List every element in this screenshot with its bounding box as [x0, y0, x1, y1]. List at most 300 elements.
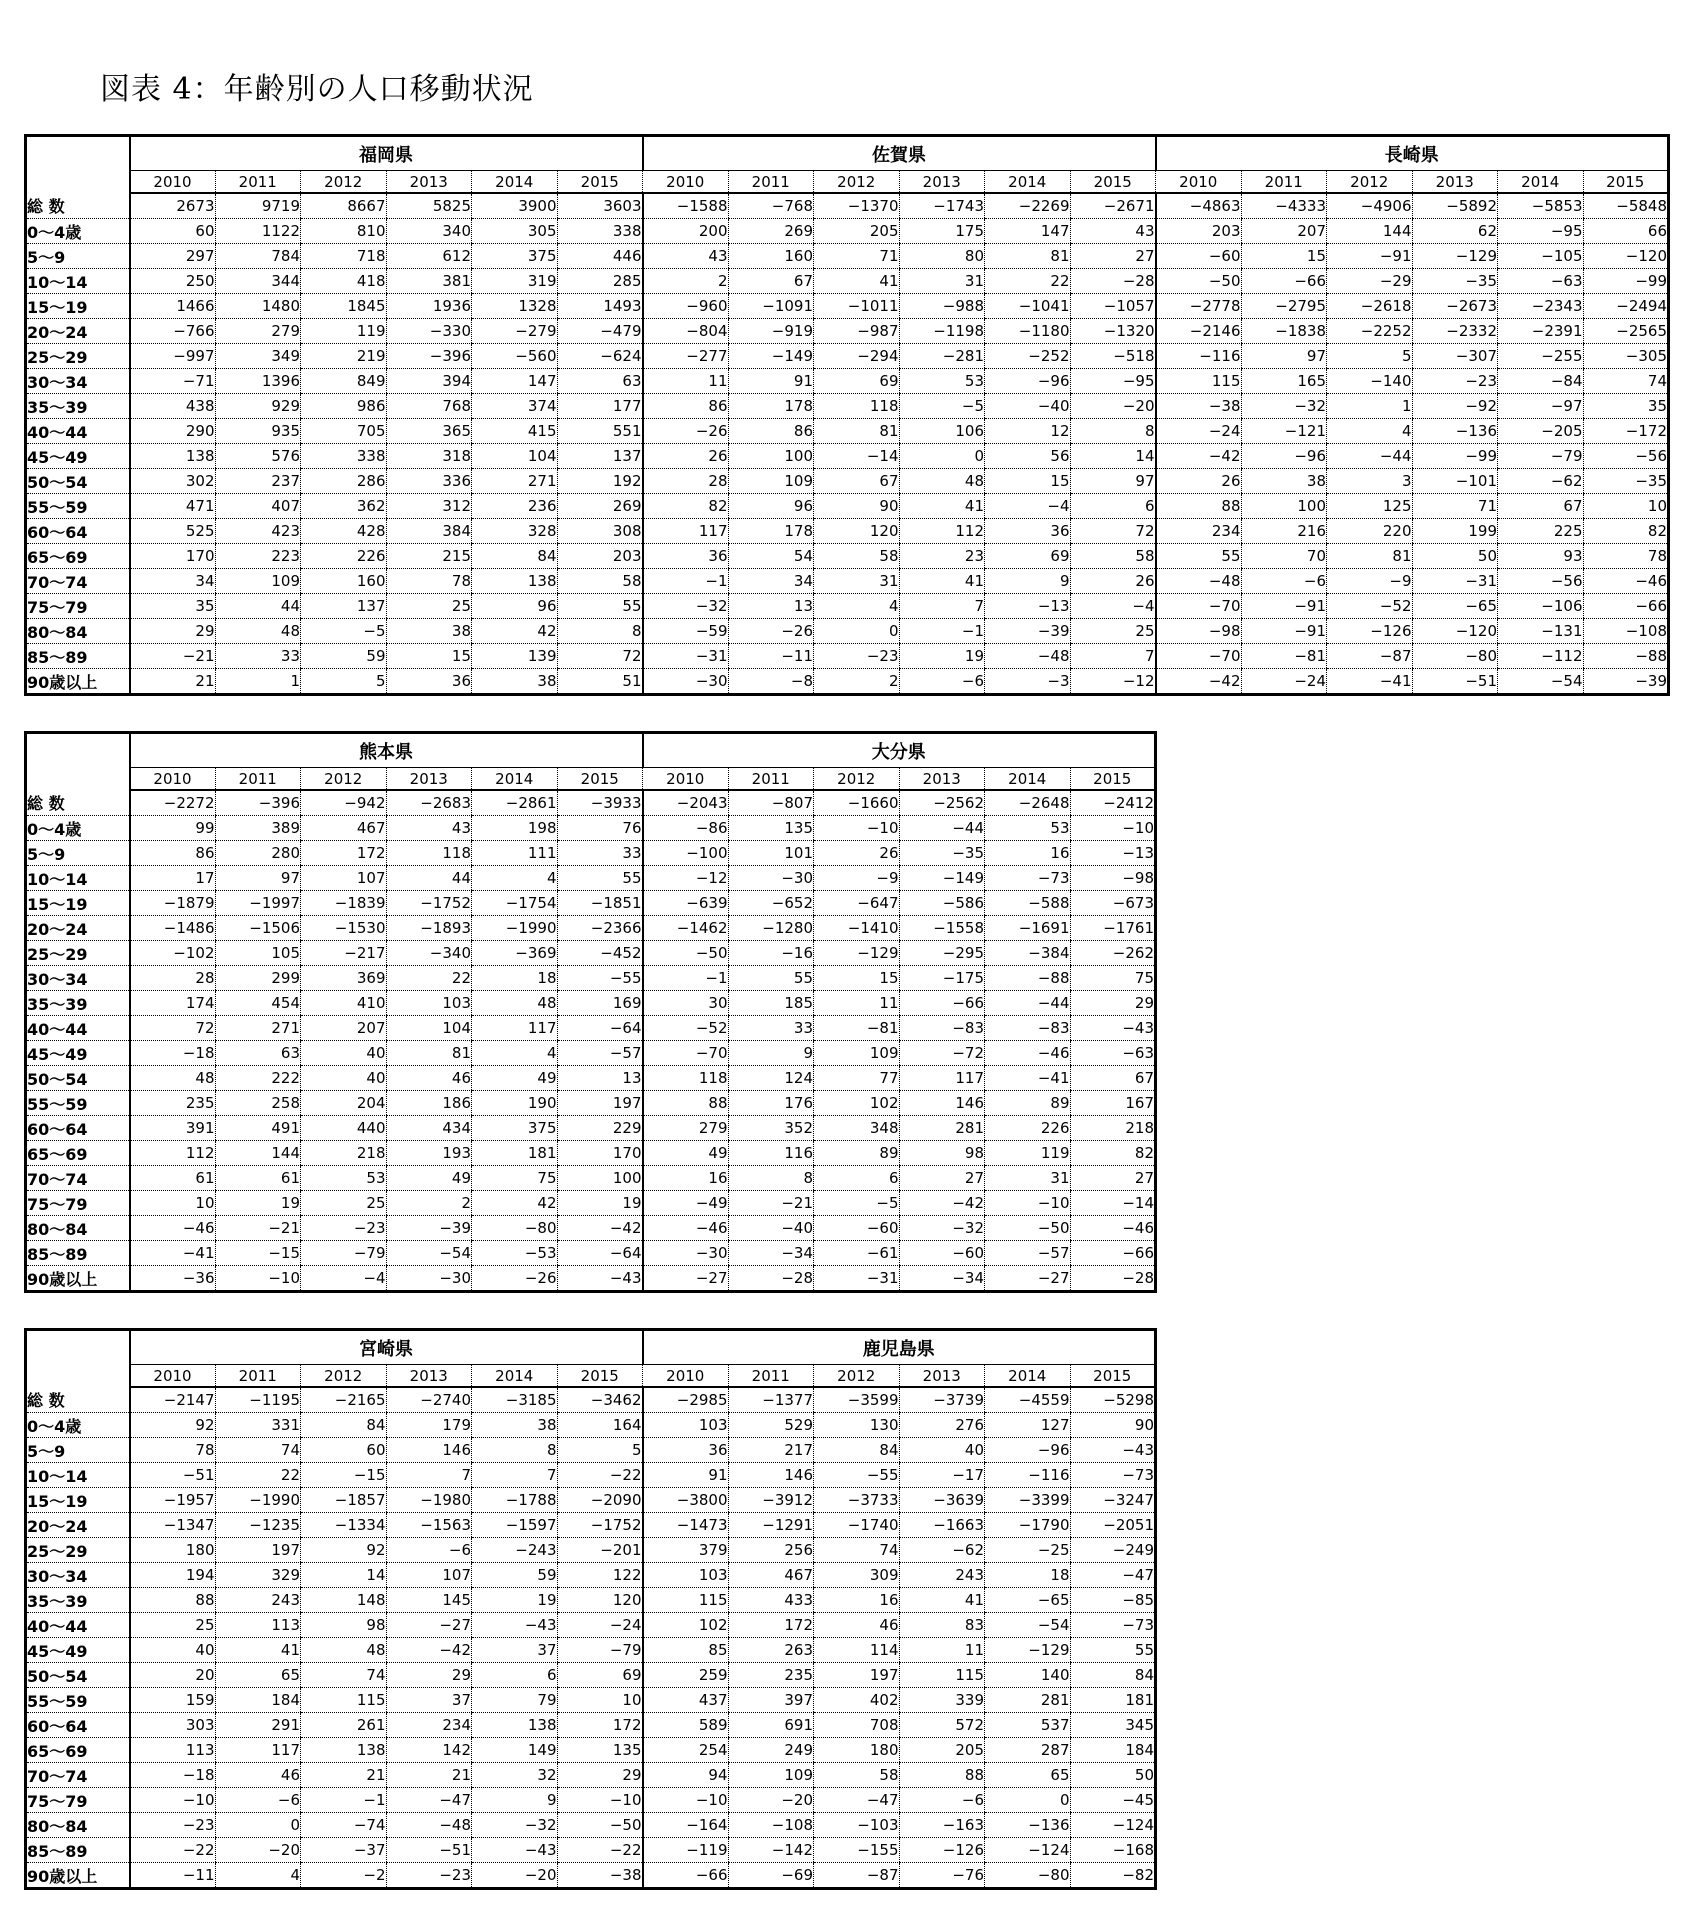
table-row	[26, 1538, 1156, 1563]
value-cell: 190	[472, 1091, 558, 1116]
value-cell: 345	[1070, 1713, 1156, 1738]
value-cell: 215	[386, 544, 472, 569]
value-cell: 1466	[130, 294, 216, 319]
value-cell: 43	[386, 816, 472, 841]
value-cell: 308	[557, 519, 643, 544]
value-cell: −106	[1498, 594, 1584, 619]
value-cell: 172	[301, 841, 387, 866]
value-cell: 276	[899, 1413, 985, 1438]
prefecture-header-row	[26, 136, 1669, 171]
value-cell: 4	[1327, 419, 1413, 444]
value-cell: −31	[814, 1266, 900, 1292]
value-cell: 691	[728, 1713, 814, 1738]
value-cell: 205	[899, 1738, 985, 1763]
table-row	[26, 1066, 1156, 1091]
value-cell: 34	[130, 569, 216, 594]
value-cell: 88	[643, 1091, 729, 1116]
value-cell: −25	[985, 1538, 1071, 1563]
value-cell: −1588	[643, 193, 729, 219]
value-cell: 216	[1241, 519, 1327, 544]
value-cell: −2366	[557, 916, 643, 941]
value-cell: −88	[1583, 644, 1669, 669]
value-cell: −32	[472, 1813, 558, 1838]
value-cell: 48	[472, 991, 558, 1016]
value-cell: −588	[985, 891, 1071, 916]
value-cell: −1857	[301, 1488, 387, 1513]
value-cell: −6	[899, 1788, 985, 1813]
age-group-label: 30～34	[26, 1563, 130, 1588]
value-cell: −1410	[814, 916, 900, 941]
value-cell: −42	[1156, 669, 1242, 695]
value-cell: 164	[557, 1413, 643, 1438]
value-cell: −330	[386, 319, 472, 344]
value-cell: 375	[472, 244, 558, 269]
value-cell: 100	[557, 1166, 643, 1191]
value-cell: 49	[643, 1141, 729, 1166]
value-cell: −96	[985, 1438, 1071, 1463]
value-cell: 338	[557, 219, 643, 244]
value-cell: −79	[301, 1241, 387, 1266]
value-cell: 225	[1498, 519, 1584, 544]
value-cell: 365	[386, 419, 472, 444]
value-cell: −15	[215, 1241, 301, 1266]
value-cell: −2343	[1498, 294, 1584, 319]
value-cell: −262	[1070, 941, 1156, 966]
value-cell: 58	[1070, 544, 1156, 569]
value-cell: −44	[899, 816, 985, 841]
value-cell: −281	[899, 344, 985, 369]
value-cell: −46	[985, 1041, 1071, 1066]
value-cell: −81	[1241, 644, 1327, 669]
value-cell: −42	[557, 1216, 643, 1241]
value-cell: −1754	[472, 891, 558, 916]
value-cell: 177	[557, 394, 643, 419]
year-header: 2013	[386, 768, 472, 791]
value-cell: −100	[643, 841, 729, 866]
corner-cell	[26, 733, 130, 791]
prefecture-name: 熊本県	[130, 733, 643, 768]
value-cell: −23	[1412, 369, 1498, 394]
value-cell: −95	[1070, 369, 1156, 394]
table-row	[26, 1166, 1156, 1191]
value-cell: 37	[472, 1638, 558, 1663]
value-cell: −56	[1583, 444, 1669, 469]
value-cell: 117	[899, 1066, 985, 1091]
value-cell: 7	[472, 1463, 558, 1488]
value-cell: 170	[557, 1141, 643, 1166]
value-cell: −64	[557, 1241, 643, 1266]
value-cell: 203	[1156, 219, 1242, 244]
age-group-label: 65～69	[26, 1141, 130, 1166]
value-cell: 92	[130, 1413, 216, 1438]
value-cell: 50	[1070, 1763, 1156, 1788]
age-group-label: 90歳以上	[26, 669, 130, 695]
value-cell: −1	[643, 966, 729, 991]
value-cell: −50	[557, 1813, 643, 1838]
value-cell: 279	[215, 319, 301, 344]
value-cell: −804	[643, 319, 729, 344]
value-cell: −82	[1070, 1863, 1156, 1889]
value-cell: −1990	[472, 916, 558, 941]
value-cell: −1851	[557, 891, 643, 916]
value-cell: 65	[985, 1763, 1071, 1788]
value-cell: 22	[985, 269, 1071, 294]
age-group-label: 45～49	[26, 444, 130, 469]
value-cell: 55	[557, 866, 643, 891]
value-cell: 6	[472, 1663, 558, 1688]
value-cell: −1790	[985, 1513, 1071, 1538]
value-cell: 309	[814, 1563, 900, 1588]
value-cell: 145	[386, 1588, 472, 1613]
value-cell: −129	[985, 1638, 1071, 1663]
age-group-label: 60～64	[26, 1713, 130, 1738]
value-cell: −652	[728, 891, 814, 916]
value-cell: −10	[1070, 816, 1156, 841]
year-header: 2013	[1412, 171, 1498, 194]
value-cell: 434	[386, 1116, 472, 1141]
value-cell: −63	[1498, 269, 1584, 294]
value-cell: 708	[814, 1713, 900, 1738]
value-cell: 115	[301, 1688, 387, 1713]
value-cell: −20	[215, 1838, 301, 1863]
value-cell: 86	[643, 394, 729, 419]
value-cell: 89	[814, 1141, 900, 1166]
value-cell: 318	[386, 444, 472, 469]
value-cell: −279	[472, 319, 558, 344]
value-cell: 81	[985, 244, 1071, 269]
value-cell: −5	[814, 1191, 900, 1216]
value-cell: −24	[1156, 419, 1242, 444]
table-row	[26, 644, 1669, 669]
value-cell: −54	[985, 1613, 1071, 1638]
value-cell: 8	[472, 1438, 558, 1463]
value-cell: −31	[1412, 569, 1498, 594]
value-cell: −96	[985, 369, 1071, 394]
value-cell: 18	[985, 1563, 1071, 1588]
value-cell: 467	[728, 1563, 814, 1588]
value-cell: −1660	[814, 790, 900, 816]
value-cell: −1	[643, 569, 729, 594]
value-cell: 344	[215, 269, 301, 294]
value-cell: −4906	[1327, 193, 1413, 219]
value-cell: 40	[301, 1066, 387, 1091]
value-cell: 15	[1241, 244, 1327, 269]
table-row	[26, 1863, 1156, 1889]
value-cell: 428	[301, 519, 387, 544]
table-row	[26, 1713, 1156, 1738]
value-cell: 1	[215, 669, 301, 695]
value-cell: 7	[899, 594, 985, 619]
value-cell: 93	[1498, 544, 1584, 569]
value-cell: −2673	[1412, 294, 1498, 319]
value-cell: −52	[643, 1016, 729, 1041]
value-cell: −40	[985, 394, 1071, 419]
age-group-label: 55～59	[26, 494, 130, 519]
value-cell: −2671	[1070, 193, 1156, 219]
value-cell: −14	[1070, 1191, 1156, 1216]
value-cell: 576	[215, 444, 301, 469]
value-cell: −105	[1498, 244, 1584, 269]
value-cell: −1198	[899, 319, 985, 344]
table-row	[26, 1763, 1156, 1788]
value-cell: −57	[985, 1241, 1071, 1266]
table-row	[26, 1563, 1156, 1588]
age-group-label: 総 数	[26, 1387, 130, 1413]
value-cell: −766	[130, 319, 216, 344]
value-cell: 37	[386, 1688, 472, 1713]
value-cell: −9	[814, 866, 900, 891]
value-cell: 59	[301, 644, 387, 669]
value-cell: 375	[472, 1116, 558, 1141]
population-table	[24, 731, 1157, 1293]
value-cell: 44	[386, 866, 472, 891]
value-cell: −1370	[814, 193, 900, 219]
value-cell: −126	[1327, 619, 1413, 644]
value-cell: 20	[130, 1663, 216, 1688]
value-cell: 58	[814, 1763, 900, 1788]
value-cell: 36	[985, 519, 1071, 544]
table-row	[26, 1688, 1156, 1713]
value-cell: −120	[1583, 244, 1669, 269]
age-group-label: 10～14	[26, 1463, 130, 1488]
value-cell: 117	[472, 1016, 558, 1041]
value-cell: −1752	[557, 1513, 643, 1538]
value-cell: −768	[728, 193, 814, 219]
value-cell: 438	[130, 394, 216, 419]
value-cell: 328	[472, 519, 558, 544]
value-cell: 1845	[301, 294, 387, 319]
value-cell: 107	[386, 1563, 472, 1588]
value-cell: −5892	[1412, 193, 1498, 219]
value-cell: 784	[215, 244, 301, 269]
year-header: 2010	[130, 1365, 216, 1388]
value-cell: 259	[643, 1663, 729, 1688]
value-cell: 1328	[472, 294, 558, 319]
value-cell: −1743	[899, 193, 985, 219]
value-cell: 249	[728, 1738, 814, 1763]
value-cell: −87	[814, 1863, 900, 1889]
value-cell: −3739	[899, 1387, 985, 1413]
value-cell: 60	[130, 219, 216, 244]
value-cell: 197	[215, 1538, 301, 1563]
value-cell: 243	[215, 1588, 301, 1613]
value-cell: −18	[130, 1041, 216, 1066]
value-cell: −32	[643, 594, 729, 619]
value-cell: −119	[643, 1838, 729, 1863]
value-cell: 81	[386, 1041, 472, 1066]
value-cell: 205	[814, 219, 900, 244]
table-row	[26, 1813, 1156, 1838]
value-cell: −1980	[386, 1488, 472, 1513]
value-cell: 15	[985, 469, 1071, 494]
value-cell: 4	[215, 1863, 301, 1889]
value-cell: −60	[814, 1216, 900, 1241]
value-cell: 226	[985, 1116, 1071, 1141]
value-cell: −65	[1412, 594, 1498, 619]
value-cell: 369	[301, 966, 387, 991]
value-cell: −2165	[301, 1387, 387, 1413]
year-header: 2014	[985, 171, 1071, 194]
value-cell: −163	[899, 1813, 985, 1838]
value-cell: 46	[814, 1613, 900, 1638]
value-cell: −1893	[386, 916, 472, 941]
value-cell: 203	[557, 544, 643, 569]
value-cell: −27	[643, 1266, 729, 1292]
value-cell: 26	[814, 841, 900, 866]
value-cell: −1879	[130, 891, 216, 916]
value-cell: −48	[1156, 569, 1242, 594]
value-cell: 74	[1583, 369, 1669, 394]
value-cell: 36	[643, 544, 729, 569]
value-cell: 127	[985, 1413, 1071, 1438]
value-cell: −1377	[728, 1387, 814, 1413]
value-cell: 67	[1498, 494, 1584, 519]
value-cell: 38	[386, 619, 472, 644]
age-group-label: 65～69	[26, 1738, 130, 1763]
value-cell: 3603	[557, 193, 643, 219]
value-cell: −396	[386, 344, 472, 369]
value-cell: 65	[215, 1663, 301, 1688]
value-cell: 180	[814, 1738, 900, 1763]
value-cell: −28	[1070, 1266, 1156, 1292]
value-cell: −18	[130, 1763, 216, 1788]
value-cell: 63	[557, 369, 643, 394]
value-cell: 446	[557, 244, 643, 269]
value-cell: −1839	[301, 891, 387, 916]
value-cell: 82	[643, 494, 729, 519]
value-cell: 85	[643, 1638, 729, 1663]
value-cell: −3462	[557, 1387, 643, 1413]
value-cell: −22	[130, 1838, 216, 1863]
value-cell: 718	[301, 244, 387, 269]
value-cell: 423	[215, 519, 301, 544]
prefecture-name: 長崎県	[1156, 136, 1669, 171]
value-cell: 88	[899, 1763, 985, 1788]
age-group-label: 65～69	[26, 544, 130, 569]
value-cell: 0	[985, 1788, 1071, 1813]
value-cell: −44	[985, 991, 1071, 1016]
value-cell: −87	[1327, 644, 1413, 669]
value-cell: 551	[557, 419, 643, 444]
value-cell: 220	[1327, 519, 1413, 544]
value-cell: 81	[814, 419, 900, 444]
value-cell: −3599	[814, 1387, 900, 1413]
value-cell: 437	[643, 1688, 729, 1713]
value-cell: −277	[643, 344, 729, 369]
year-header: 2011	[728, 171, 814, 194]
page-title: 図表 4：年齢別の人口移動状況	[100, 72, 534, 107]
value-cell: 200	[643, 219, 729, 244]
value-cell: 261	[301, 1713, 387, 1738]
value-cell: −22	[557, 1463, 643, 1488]
value-cell: −149	[728, 344, 814, 369]
population-table	[24, 1328, 1157, 1890]
value-cell: 91	[728, 369, 814, 394]
prefecture-header-row	[26, 1330, 1156, 1365]
value-cell: 109	[728, 1763, 814, 1788]
value-cell: 38	[1241, 469, 1327, 494]
value-cell: 4	[472, 866, 558, 891]
value-cell: −102	[130, 941, 216, 966]
value-cell: −74	[301, 1813, 387, 1838]
value-cell: −518	[1070, 344, 1156, 369]
age-group-label: 85～89	[26, 644, 130, 669]
value-cell: 415	[472, 419, 558, 444]
value-cell: 67	[1070, 1066, 1156, 1091]
value-cell: 118	[643, 1066, 729, 1091]
value-cell: −53	[472, 1241, 558, 1266]
value-cell: −92	[1412, 394, 1498, 419]
age-group-label: 80～84	[26, 1813, 130, 1838]
value-cell: 33	[728, 1016, 814, 1041]
value-cell: 235	[130, 1091, 216, 1116]
value-cell: 180	[130, 1538, 216, 1563]
year-header: 2011	[728, 1365, 814, 1388]
value-cell: 59	[472, 1563, 558, 1588]
value-cell: −1506	[215, 916, 301, 941]
value-cell: 25	[1070, 619, 1156, 644]
table-row	[26, 1788, 1156, 1813]
value-cell: 109	[814, 1041, 900, 1066]
value-cell: 69	[557, 1663, 643, 1688]
value-cell: 0	[215, 1813, 301, 1838]
value-cell: −52	[1327, 594, 1413, 619]
year-header: 2013	[899, 768, 985, 791]
year-header: 2010	[643, 768, 729, 791]
age-group-label: 55～59	[26, 1688, 130, 1713]
value-cell: −10	[130, 1788, 216, 1813]
age-group-label: 0～4歳	[26, 816, 130, 841]
value-cell: −120	[1412, 619, 1498, 644]
year-header: 2012	[301, 768, 387, 791]
prefecture-name: 大分県	[643, 733, 1156, 768]
value-cell: 146	[728, 1463, 814, 1488]
value-cell: 362	[301, 494, 387, 519]
age-group-label: 10～14	[26, 269, 130, 294]
value-cell: 119	[985, 1141, 1071, 1166]
value-cell: 103	[386, 991, 472, 1016]
year-header: 2015	[1070, 171, 1156, 194]
value-cell: 169	[557, 991, 643, 1016]
value-cell: 148	[301, 1588, 387, 1613]
value-cell: 13	[728, 594, 814, 619]
value-cell: −5848	[1583, 193, 1669, 219]
value-cell: 312	[386, 494, 472, 519]
value-cell: −3733	[814, 1488, 900, 1513]
value-cell: −62	[899, 1538, 985, 1563]
age-group-label: 30～34	[26, 966, 130, 991]
value-cell: −252	[985, 344, 1071, 369]
value-cell: −479	[557, 319, 643, 344]
age-group-label: 20～24	[26, 319, 130, 344]
table-row	[26, 1488, 1156, 1513]
year-header: 2013	[899, 1365, 985, 1388]
value-cell: 100	[1241, 494, 1327, 519]
value-cell: 58	[814, 544, 900, 569]
value-cell: −51	[386, 1838, 472, 1863]
value-cell: −6	[215, 1788, 301, 1813]
value-cell: 140	[985, 1663, 1071, 1688]
value-cell: 338	[301, 444, 387, 469]
value-cell: 6	[814, 1166, 900, 1191]
value-cell: −81	[814, 1016, 900, 1041]
value-cell: 49	[386, 1166, 472, 1191]
value-cell: 454	[215, 991, 301, 1016]
value-cell: −69	[728, 1863, 814, 1889]
value-cell: 10	[557, 1688, 643, 1713]
year-header-row	[26, 171, 1669, 194]
value-cell: 117	[215, 1738, 301, 1763]
